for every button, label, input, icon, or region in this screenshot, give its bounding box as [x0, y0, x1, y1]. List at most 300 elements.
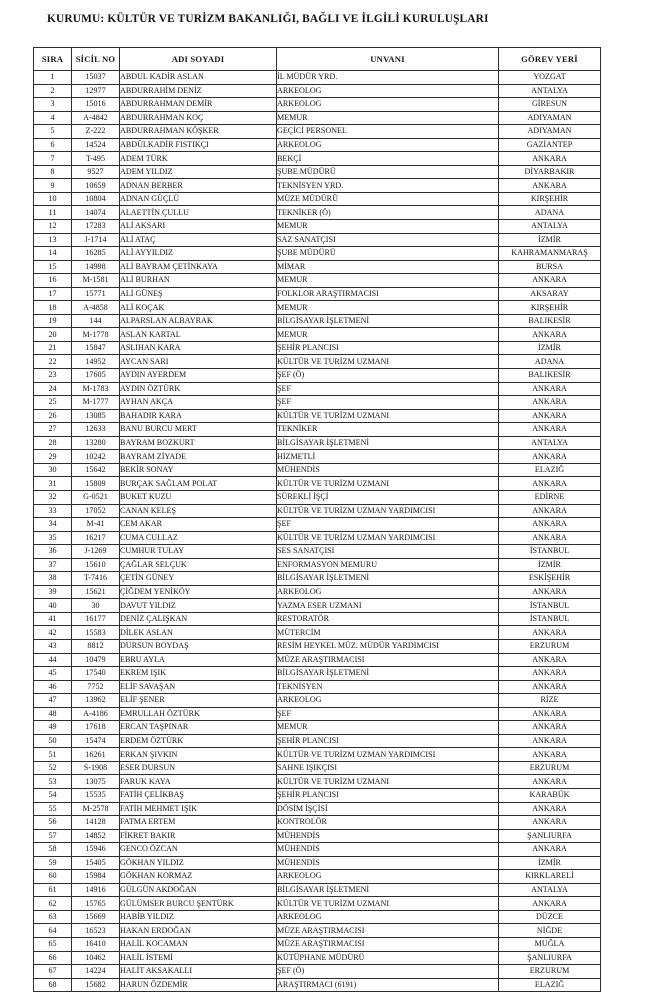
cell-unvani: ŞUBE MÜDÜRÜ [277, 247, 499, 261]
cell-adi-soyadi: ADEM YILDIZ [120, 165, 277, 179]
cell-gorev-yeri: ANKARA [499, 518, 601, 532]
table-row [34, 897, 601, 911]
cell-adi-soyadi: ABDURRAHMAN KÖŞKER [120, 125, 277, 139]
table-row [34, 951, 601, 965]
cell-gorev-yeri: ANKARA [499, 585, 601, 599]
cell-adi-soyadi: ALİ GÜNEŞ [120, 287, 277, 301]
cell-gorev-yeri: İSTANBUL [499, 545, 601, 559]
cell-unvani: ENFORMASYON MEMURU [277, 558, 499, 572]
cell-gorev-yeri: ANKARA [499, 734, 601, 748]
column-header-sira: SIRA [34, 48, 72, 71]
table-row [34, 206, 601, 220]
cell-sira: 40 [34, 599, 72, 613]
cell-unvani: ŞEF (Ö) [277, 965, 499, 979]
cell-gorev-yeri: ANKARA [499, 504, 601, 518]
cell-adi-soyadi: DURSUN BOYDAŞ [120, 639, 277, 653]
table-row [34, 152, 601, 166]
cell-adi-soyadi: ABDÜLKADİR FISTIKÇI [120, 138, 277, 152]
table-row [34, 314, 601, 328]
cell-unvani: RESİM HEYKEL MÜZ. MÜDÜR YARDIMCISI [277, 639, 499, 653]
cell-adi-soyadi: AYCAN SARI [120, 355, 277, 369]
cell-unvani: KÜLTÜR VE TURİZM UZMAN YARDIMCISI [277, 748, 499, 762]
cell-sicil-no: A-4186 [72, 707, 120, 721]
cell-sira: 19 [34, 314, 72, 328]
cell-unvani: MİMAR [277, 260, 499, 274]
cell-sira: 61 [34, 883, 72, 897]
cell-unvani: ŞEF [277, 518, 499, 532]
cell-adi-soyadi: EMRULLAH ÖZTÜRK [120, 707, 277, 721]
cell-gorev-yeri: EDİRNE [499, 490, 601, 504]
cell-sicil-no: 9527 [72, 165, 120, 179]
cell-sicil-no: 14074 [72, 206, 120, 220]
table-row [34, 626, 601, 640]
cell-unvani: MEMUR [277, 111, 499, 125]
cell-adi-soyadi: HABİB YILDIZ [120, 910, 277, 924]
cell-adi-soyadi: ALPARSLAN ALBAYRAK [120, 314, 277, 328]
cell-unvani: ŞEF [277, 707, 499, 721]
cell-sicil-no: 17052 [72, 504, 120, 518]
cell-unvani: ARKEOLOG [277, 84, 499, 98]
table-row [34, 328, 601, 342]
cell-adi-soyadi: ESER DURSUN [120, 761, 277, 775]
table-row [34, 599, 601, 613]
cell-sicil-no: 13280 [72, 436, 120, 450]
cell-gorev-yeri: İZMİR [499, 233, 601, 247]
cell-sicil-no: 10462 [72, 951, 120, 965]
cell-sira: 10 [34, 192, 72, 206]
cell-sicil-no: 15037 [72, 71, 120, 85]
cell-unvani: MÜZE MÜDÜRÜ [277, 192, 499, 206]
cell-adi-soyadi: ALİ AKSARI [120, 220, 277, 234]
table-row [34, 436, 601, 450]
table-row [34, 558, 601, 572]
cell-gorev-yeri: BURSA [499, 260, 601, 274]
cell-gorev-yeri: ERZURUM [499, 965, 601, 979]
cell-unvani: TEKNİSYEN [277, 680, 499, 694]
cell-sira: 43 [34, 639, 72, 653]
cell-sicil-no: M-1783 [72, 382, 120, 396]
cell-sira: 31 [34, 477, 72, 491]
table-row [34, 165, 601, 179]
cell-gorev-yeri: ANKARA [499, 748, 601, 762]
cell-gorev-yeri: NİĞDE [499, 924, 601, 938]
table-row [34, 545, 601, 559]
cell-sira: 47 [34, 694, 72, 708]
cell-sicil-no: 15583 [72, 626, 120, 640]
cell-sicil-no: 15621 [72, 585, 120, 599]
cell-sicil-no: T-7416 [72, 572, 120, 586]
cell-sicil-no: 7752 [72, 680, 120, 694]
cell-sira: 18 [34, 301, 72, 315]
table-body [34, 71, 601, 992]
table-row [34, 653, 601, 667]
cell-sira: 5 [34, 125, 72, 139]
table-row [34, 490, 601, 504]
cell-sira: 6 [34, 138, 72, 152]
cell-sira: 32 [34, 490, 72, 504]
cell-sira: 67 [34, 965, 72, 979]
cell-adi-soyadi: FARUK KAYA [120, 775, 277, 789]
cell-gorev-yeri: ANKARA [499, 328, 601, 342]
cell-unvani: MÜHENDİS [277, 856, 499, 870]
cell-unvani: MEMUR [277, 301, 499, 315]
cell-gorev-yeri: GİRESUN [499, 98, 601, 112]
cell-gorev-yeri: ERZURUM [499, 761, 601, 775]
cell-unvani: YAZMA ESER UZMANI [277, 599, 499, 613]
cell-adi-soyadi: ÇİĞDEM YENİKÖY [120, 585, 277, 599]
cell-gorev-yeri: GAZİANTEP [499, 138, 601, 152]
cell-sira: 35 [34, 531, 72, 545]
cell-adi-soyadi: ALİ ATAÇ [120, 233, 277, 247]
cell-sicil-no: T-495 [72, 152, 120, 166]
cell-adi-soyadi: ALAETTİN ÇULLU [120, 206, 277, 220]
cell-sira: 53 [34, 775, 72, 789]
cell-sira: 57 [34, 829, 72, 843]
cell-gorev-yeri: ANKARA [499, 477, 601, 491]
cell-unvani: ARKEOLOG [277, 694, 499, 708]
cell-unvani: SAHNE IŞIKÇISI [277, 761, 499, 775]
cell-sira: 24 [34, 382, 72, 396]
cell-sira: 63 [34, 910, 72, 924]
cell-unvani: MEMUR [277, 220, 499, 234]
cell-sicil-no: 144 [72, 314, 120, 328]
cell-sicil-no: 13962 [72, 694, 120, 708]
cell-unvani: RESTORATÖR [277, 612, 499, 626]
cell-sicil-no: 12633 [72, 423, 120, 437]
cell-sira: 66 [34, 951, 72, 965]
cell-adi-soyadi: ELİF SAVAŞAN [120, 680, 277, 694]
cell-gorev-yeri: DÜZCE [499, 910, 601, 924]
cell-gorev-yeri: İZMİR [499, 558, 601, 572]
cell-sira: 13 [34, 233, 72, 247]
cell-gorev-yeri: ADIYAMAN [499, 125, 601, 139]
cell-unvani: TEKNİKER (Ö) [277, 206, 499, 220]
table-header [34, 48, 601, 71]
table-row [34, 98, 601, 112]
cell-sicil-no: 15682 [72, 978, 120, 992]
table-row [34, 680, 601, 694]
cell-sicil-no: J-1269 [72, 545, 120, 559]
table-row [34, 125, 601, 139]
table-row [34, 504, 601, 518]
cell-unvani: KÜTÜPHANE MÜDÜRÜ [277, 951, 499, 965]
cell-unvani: BİLGİSAYAR İŞLETMENİ [277, 436, 499, 450]
cell-sira: 64 [34, 924, 72, 938]
cell-gorev-yeri: ANKARA [499, 409, 601, 423]
cell-gorev-yeri: ANKARA [499, 775, 601, 789]
cell-adi-soyadi: CUMHUR TULAY [120, 545, 277, 559]
cell-adi-soyadi: ÇAĞLAR SELÇUK [120, 558, 277, 572]
table-row [34, 816, 601, 830]
cell-sicil-no: 10479 [72, 653, 120, 667]
cell-sicil-no: 15016 [72, 98, 120, 112]
cell-sicil-no: J-1714 [72, 233, 120, 247]
cell-gorev-yeri: ANKARA [499, 626, 601, 640]
cell-sicil-no: 16523 [72, 924, 120, 938]
table-row [34, 802, 601, 816]
cell-adi-soyadi: FİKRET BAKIR [120, 829, 277, 843]
cell-unvani: İL MÜDÜR YRD. [277, 71, 499, 85]
cell-adi-soyadi: DİLEK ASLAN [120, 626, 277, 640]
cell-sicil-no: 16261 [72, 748, 120, 762]
table-row [34, 639, 601, 653]
cell-unvani: TEKNİKER [277, 423, 499, 437]
cell-adi-soyadi: HALİT AKSAKALLI [120, 965, 277, 979]
column-header-unvani: UNVANI [277, 48, 499, 71]
cell-gorev-yeri: KIRŞEHİR [499, 192, 601, 206]
cell-unvani: DÖSİM İŞÇİSİ [277, 802, 499, 816]
cell-unvani: ŞUBE MÜDÜRÜ [277, 165, 499, 179]
cell-sicil-no: M-1777 [72, 396, 120, 410]
roster-table-container [33, 47, 600, 992]
cell-sira: 23 [34, 369, 72, 383]
cell-unvani: SES SANATÇISI [277, 545, 499, 559]
cell-adi-soyadi: HALİL KOCAMAN [120, 938, 277, 952]
table-row [34, 71, 601, 85]
cell-sira: 4 [34, 111, 72, 125]
cell-sicil-no: M-2578 [72, 802, 120, 816]
cell-sira: 62 [34, 897, 72, 911]
table-row [34, 355, 601, 369]
cell-adi-soyadi: BUKET KUZU [120, 490, 277, 504]
table-row [34, 883, 601, 897]
cell-gorev-yeri: ANTALYA [499, 436, 601, 450]
table-row [34, 220, 601, 234]
cell-unvani: HİZMETLİ [277, 450, 499, 464]
cell-sira: 8 [34, 165, 72, 179]
cell-unvani: BEKÇİ [277, 152, 499, 166]
cell-sicil-no: S-1908 [72, 761, 120, 775]
table-row [34, 612, 601, 626]
cell-unvani: BİLGİSAYAR İŞLETMENİ [277, 572, 499, 586]
cell-adi-soyadi: ALİ BURHAN [120, 274, 277, 288]
cell-sicil-no: 14852 [72, 829, 120, 843]
cell-gorev-yeri: İZMİR [499, 856, 601, 870]
cell-adi-soyadi: ELİF ŞENER [120, 694, 277, 708]
cell-unvani: KONTROLÖR [277, 816, 499, 830]
cell-gorev-yeri: ERZURUM [499, 639, 601, 653]
cell-unvani: MÜHENDİS [277, 843, 499, 857]
cell-sicil-no: 15405 [72, 856, 120, 870]
cell-gorev-yeri: KIRŞEHİR [499, 301, 601, 315]
cell-sira: 25 [34, 396, 72, 410]
cell-sira: 39 [34, 585, 72, 599]
cell-gorev-yeri: ANKARA [499, 179, 601, 193]
cell-gorev-yeri: ANKARA [499, 423, 601, 437]
cell-gorev-yeri: ANTALYA [499, 883, 601, 897]
cell-adi-soyadi: FATİH MEHMET IŞIK [120, 802, 277, 816]
cell-unvani: SÜREKLİ İŞÇİ [277, 490, 499, 504]
table-row [34, 423, 601, 437]
cell-adi-soyadi: FATİH ÇELİKBAŞ [120, 788, 277, 802]
cell-unvani: KÜLTÜR VE TURİZM UZMANI [277, 409, 499, 423]
cell-sicil-no: A-4842 [72, 111, 120, 125]
cell-gorev-yeri: ANKARA [499, 707, 601, 721]
cell-unvani: KÜLTÜR VE TURİZM UZMANI [277, 897, 499, 911]
cell-adi-soyadi: ALİ AYYILDIZ [120, 247, 277, 261]
cell-unvani: BİLGİSAYAR İŞLETMENİ [277, 883, 499, 897]
cell-sicil-no: 15474 [72, 734, 120, 748]
cell-gorev-yeri: ANKARA [499, 450, 601, 464]
table-row [34, 341, 601, 355]
cell-sira: 65 [34, 938, 72, 952]
cell-unvani: MEMUR [277, 328, 499, 342]
cell-gorev-yeri: BALIKESİR [499, 314, 601, 328]
cell-adi-soyadi: AYHAN AKÇA [120, 396, 277, 410]
cell-adi-soyadi: GENCO ÖZCAN [120, 843, 277, 857]
cell-adi-soyadi: ERCAN TAŞPINAR [120, 721, 277, 735]
cell-unvani: ARKEOLOG [277, 138, 499, 152]
cell-adi-soyadi: ASLIHAN KARA [120, 341, 277, 355]
cell-adi-soyadi: BAYRAM ZİYADE [120, 450, 277, 464]
cell-adi-soyadi: EBRU AYLA [120, 653, 277, 667]
table-row [34, 707, 601, 721]
cell-adi-soyadi: ABDURRAHMAN KOÇ [120, 111, 277, 125]
column-header-adi-soyadi: ADI SOYADI [120, 48, 277, 71]
table-row [34, 843, 601, 857]
cell-unvani: MÜZE ARAŞTIRMACISI [277, 924, 499, 938]
cell-sicil-no: 12977 [72, 84, 120, 98]
cell-adi-soyadi: DAVUT YILDIZ [120, 599, 277, 613]
cell-gorev-yeri: ANKARA [499, 667, 601, 681]
table-row [34, 734, 601, 748]
table-row [34, 450, 601, 464]
cell-sicil-no: 15765 [72, 897, 120, 911]
cell-adi-soyadi: HARUN ÖZDEMİR [120, 978, 277, 992]
cell-sicil-no: 15809 [72, 477, 120, 491]
cell-sira: 2 [34, 84, 72, 98]
cell-sira: 60 [34, 870, 72, 884]
table-row [34, 396, 601, 410]
cell-unvani: KÜLTÜR VE TURİZM UZMAN YARDIMCISI [277, 504, 499, 518]
cell-gorev-yeri: ADANA [499, 206, 601, 220]
cell-gorev-yeri: ANKARA [499, 802, 601, 816]
cell-adi-soyadi: EKREM IŞIK [120, 667, 277, 681]
cell-gorev-yeri: ADIYAMAN [499, 111, 601, 125]
cell-gorev-yeri: ANTALYA [499, 220, 601, 234]
table-row [34, 965, 601, 979]
cell-sicil-no: 15771 [72, 287, 120, 301]
cell-sira: 34 [34, 518, 72, 532]
cell-sicil-no: 8812 [72, 639, 120, 653]
cell-sicil-no: 14916 [72, 883, 120, 897]
cell-sira: 54 [34, 788, 72, 802]
cell-sicil-no: 15847 [72, 341, 120, 355]
cell-sira: 16 [34, 274, 72, 288]
cell-gorev-yeri: İSTANBUL [499, 599, 601, 613]
cell-sira: 26 [34, 409, 72, 423]
cell-sira: 44 [34, 653, 72, 667]
table-row [34, 924, 601, 938]
cell-unvani: ŞEHİR PLANCISI [277, 788, 499, 802]
cell-adi-soyadi: ÇETİN GÜNEY [120, 572, 277, 586]
cell-unvani: ŞEF [277, 396, 499, 410]
table-row [34, 382, 601, 396]
cell-sira: 7 [34, 152, 72, 166]
cell-gorev-yeri: ANKARA [499, 816, 601, 830]
table-row [34, 721, 601, 735]
cell-sira: 52 [34, 761, 72, 775]
table-row [34, 138, 601, 152]
cell-gorev-yeri: ANKARA [499, 680, 601, 694]
cell-gorev-yeri: DİYARBAKIR [499, 165, 601, 179]
cell-adi-soyadi: CEM AKAR [120, 518, 277, 532]
cell-sira: 12 [34, 220, 72, 234]
cell-gorev-yeri: ANKARA [499, 382, 601, 396]
cell-sira: 48 [34, 707, 72, 721]
cell-sira: 17 [34, 287, 72, 301]
cell-sira: 49 [34, 721, 72, 735]
cell-gorev-yeri: ELAZIĞ [499, 463, 601, 477]
cell-unvani: MEMUR [277, 274, 499, 288]
cell-adi-soyadi: ASLAN KARTAL [120, 328, 277, 342]
cell-unvani: GEÇİCİ PERSONEL [277, 125, 499, 139]
cell-sicil-no: 14224 [72, 965, 120, 979]
table-row [34, 477, 601, 491]
cell-sicil-no: 17605 [72, 369, 120, 383]
cell-sicil-no: 15669 [72, 910, 120, 924]
cell-unvani: FOLKLOR ARAŞTIRMACISI [277, 287, 499, 301]
table-row [34, 748, 601, 762]
cell-sira: 11 [34, 206, 72, 220]
cell-adi-soyadi: GÜLÜMSER BURCU ŞENTÜRK [120, 897, 277, 911]
table-row [34, 260, 601, 274]
cell-adi-soyadi: CANAN KELEŞ [120, 504, 277, 518]
cell-unvani: ŞEHİR PLANCISI [277, 734, 499, 748]
table-row [34, 829, 601, 843]
cell-sira: 1 [34, 71, 72, 85]
cell-sira: 33 [34, 504, 72, 518]
cell-unvani: BİLGİSAYAR İŞLETMENİ [277, 314, 499, 328]
table-row [34, 301, 601, 315]
table-row [34, 287, 601, 301]
cell-gorev-yeri: ANKARA [499, 843, 601, 857]
cell-gorev-yeri: İSTANBUL [499, 612, 601, 626]
cell-sira: 29 [34, 450, 72, 464]
cell-sicil-no: Z-222 [72, 125, 120, 139]
table-row [34, 84, 601, 98]
cell-adi-soyadi: BEKİR SONAY [120, 463, 277, 477]
cell-sicil-no: 15535 [72, 788, 120, 802]
cell-gorev-yeri: ANKARA [499, 396, 601, 410]
cell-adi-soyadi: GÖKHAN KORMAZ [120, 870, 277, 884]
cell-sira: 9 [34, 179, 72, 193]
cell-gorev-yeri: ESKİŞEHİR [499, 572, 601, 586]
cell-gorev-yeri: ŞANLIURFA [499, 829, 601, 843]
cell-gorev-yeri: ELAZIĞ [499, 978, 601, 992]
cell-gorev-yeri: MUĞLA [499, 938, 601, 952]
table-row [34, 978, 601, 992]
cell-gorev-yeri: ANTALYA [499, 84, 601, 98]
cell-adi-soyadi: ADNAN GÜÇLÜ [120, 192, 277, 206]
cell-adi-soyadi: ALİ BAYRAM ÇETİNKAYA [120, 260, 277, 274]
cell-sira: 14 [34, 247, 72, 261]
cell-sira: 68 [34, 978, 72, 992]
cell-gorev-yeri: ANKARA [499, 274, 601, 288]
cell-unvani: ARKEOLOG [277, 870, 499, 884]
cell-sira: 58 [34, 843, 72, 857]
cell-sicil-no: 17540 [72, 667, 120, 681]
cell-adi-soyadi: ABDUL KADİR ASLAN [120, 71, 277, 85]
cell-adi-soyadi: ADNAN BERBER [120, 179, 277, 193]
cell-unvani: ARKEOLOG [277, 585, 499, 599]
cell-sicil-no: M-41 [72, 518, 120, 532]
cell-unvani: KÜLTÜR VE TURİZM UZMANI [277, 355, 499, 369]
cell-adi-soyadi: HAKAN ERDOĞAN [120, 924, 277, 938]
cell-sira: 21 [34, 341, 72, 355]
cell-sira: 3 [34, 98, 72, 112]
cell-sira: 28 [34, 436, 72, 450]
